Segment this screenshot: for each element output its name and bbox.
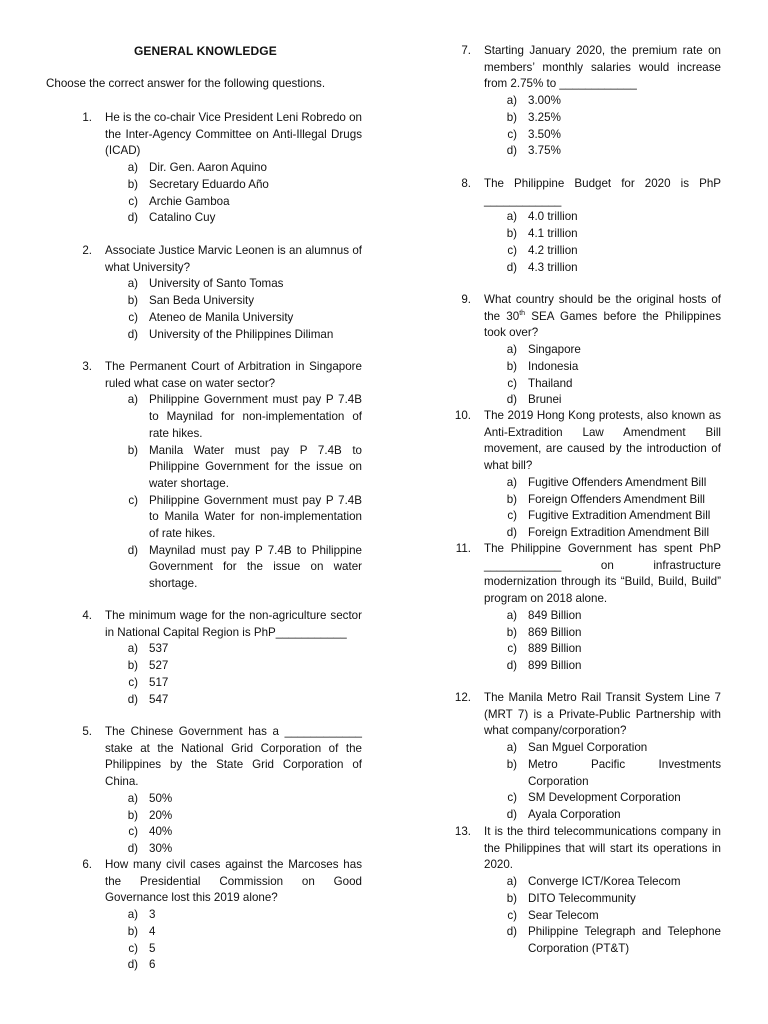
option-c: [44, 941, 362, 958]
option-text: Fugitive Extradition Amendment Bill: [528, 509, 711, 523]
option-c: [44, 675, 362, 692]
option-text: Brunei: [528, 393, 562, 407]
option-text: 527: [149, 659, 169, 673]
options-list: [423, 209, 721, 276]
question-text: The Philippine Budget for 2020 is PhP ____________: [484, 177, 721, 207]
option-letter: b): [127, 808, 138, 822]
option-letter: b): [506, 359, 517, 373]
option-letter: d): [127, 543, 138, 557]
option-letter: c): [128, 675, 138, 689]
option-text: 50%: [149, 791, 173, 805]
option-text: Singapore: [528, 343, 581, 357]
option-letter: b): [127, 659, 138, 673]
option-text: Philippine Telegraph and Telephone Corporation (PT&T): [528, 925, 721, 955]
options-list: [44, 160, 362, 227]
option-text: Maynilad must pay P 7.4B to Philippine Government for the issue on water shortage.: [149, 543, 362, 591]
options-list: [423, 475, 721, 542]
option-a: [44, 641, 362, 658]
question-text: Starting January 2020, the premium rate on members’ monthly salaries would increase from 2.75% to ____________: [484, 44, 721, 91]
option-text: 3.25%: [528, 110, 561, 124]
option-text: 4.0 trillion: [528, 210, 578, 224]
option-letter: b): [506, 625, 517, 639]
option-c: [423, 508, 721, 525]
option-text: Foreign Offenders Amendment Bill: [528, 492, 706, 506]
option-c: [423, 908, 721, 925]
question-number: 11.: [455, 542, 471, 555]
option-text: 5: [149, 941, 156, 955]
option-text: Philippine Government must pay P 7.4B to Manila Water for non-implementation of rate hikes.: [149, 493, 362, 541]
option-b: [44, 808, 362, 825]
options-list: [44, 392, 362, 592]
options-list: [44, 641, 362, 708]
question-5: [44, 724, 362, 858]
option-letter: c): [507, 791, 517, 805]
option-a: [44, 276, 362, 293]
question-text: The Chinese Government has a ____________ stake at the National Grid Corporation of the Philippines by the State Grid Corporation of China.: [105, 725, 362, 789]
option-c: [423, 641, 721, 658]
option-text: 20%: [149, 808, 173, 822]
option-letter: a): [506, 343, 517, 357]
question-text: The Manila Metro Rail Transit System Line 7 (MRT 7) is a Private-Public Partnership with what company/corporation?: [484, 691, 721, 738]
option-d: [44, 692, 362, 709]
option-d: [44, 841, 362, 858]
option-text: Thailand: [528, 376, 573, 390]
option-letter: d): [127, 692, 138, 706]
option-text: SM Development Corporation: [528, 791, 681, 805]
question-2: [44, 243, 362, 343]
option-a: [423, 874, 721, 891]
option-text: 4.2 trillion: [528, 243, 578, 257]
option-text: Indonesia: [528, 359, 579, 373]
options-list: [423, 608, 721, 675]
option-letter: c): [128, 941, 138, 955]
option-d: [44, 210, 362, 227]
option-text: Philippine Government must pay P 7.4B to Maynilad for non-implementation of rate hikes.: [149, 393, 362, 440]
option-letter: b): [506, 891, 517, 905]
option-letter: a): [506, 210, 517, 224]
option-text: 4.1 trillion: [528, 227, 578, 241]
option-d: [423, 143, 721, 160]
option-c: [423, 376, 721, 393]
option-text: 889 Billion: [528, 642, 582, 656]
option-text: 537: [149, 642, 169, 656]
option-b: [44, 293, 362, 310]
question-text: What country should be the original hosts of the 30th SEA Games before the Philippines took over?: [484, 293, 721, 340]
option-a: [423, 740, 721, 757]
option-text: University of the Philippines Diliman: [149, 327, 334, 341]
option-text: Metro Pacific Investments Corporation: [528, 757, 721, 788]
question-number: 13.: [454, 825, 471, 838]
question-6: [44, 857, 362, 974]
options-list: [423, 342, 721, 409]
option-letter: a): [127, 277, 138, 291]
option-letter: b): [506, 110, 517, 124]
option-b: [423, 110, 721, 127]
option-text: Fugitive Offenders Amendment Bill: [528, 475, 707, 489]
question-text: The Permanent Court of Arbitration in Singapore ruled what case on water sector?: [105, 360, 362, 390]
option-a: [44, 160, 362, 177]
option-letter: a): [506, 475, 517, 489]
option-letter: b): [127, 177, 138, 191]
option-b: [44, 443, 362, 493]
page-title: GENERAL KNOWLEDGE: [134, 44, 277, 58]
option-c: [44, 310, 362, 327]
question-9: [423, 292, 721, 409]
option-letter: c): [128, 825, 138, 839]
question-12: [423, 690, 721, 824]
option-a: [423, 475, 721, 492]
option-text: Dir. Gen. Aaron Aquino: [149, 161, 267, 175]
option-b: [423, 226, 721, 243]
option-text: 3: [149, 908, 156, 922]
option-text: San Mguel Corporation: [528, 741, 648, 755]
option-b: [423, 625, 721, 642]
question-number: 1.: [82, 111, 92, 124]
option-letter: c): [507, 243, 517, 257]
option-d: [423, 525, 721, 542]
option-b: [423, 891, 721, 908]
option-letter: c): [507, 509, 517, 523]
question-8: [423, 176, 721, 276]
option-letter: d): [506, 658, 517, 672]
option-text: 4: [149, 924, 156, 938]
question-number: 5.: [82, 725, 92, 738]
option-letter: d): [506, 925, 517, 939]
option-letter: d): [127, 211, 138, 225]
option-letter: a): [506, 741, 517, 755]
question-number: 10.: [454, 409, 471, 422]
option-b: [423, 757, 721, 790]
option-text: Foreign Extradition Amendment Bill: [528, 525, 710, 539]
option-letter: d): [127, 841, 138, 855]
option-letter: a): [506, 608, 517, 622]
option-text: Manila Water must pay P 7.4B to Philippine Government for the issue on water shortage.: [149, 443, 362, 490]
option-a: [423, 342, 721, 359]
option-a: [44, 791, 362, 808]
option-text: 3.00%: [528, 94, 561, 108]
question-text: How many civil cases against the Marcoses has the Presidential Commission on Good Governance lost this 2019 alone?: [105, 858, 362, 905]
option-letter: c): [128, 493, 138, 507]
option-text: 849 Billion: [528, 608, 582, 622]
option-text: Archie Gamboa: [149, 194, 230, 208]
question-number: 2.: [82, 244, 92, 257]
option-a: [44, 392, 362, 442]
question-13: [423, 824, 721, 958]
question-text: The Philippine Government has spent PhP ____________ on infrastructure modernization through its “Build, Build, Build” program on 2018 alone.: [484, 542, 721, 606]
option-text: 517: [149, 675, 169, 689]
option-d: [44, 957, 362, 974]
instructions: Choose the correct answer for the following questions.: [46, 77, 326, 90]
option-text: 40%: [149, 825, 173, 839]
option-text: 547: [149, 692, 169, 706]
option-text: DITO Telecommunity: [528, 891, 636, 905]
option-text: 4.3 trillion: [528, 260, 578, 274]
option-d: [44, 543, 362, 593]
options-list: [423, 874, 721, 958]
question-number: 3.: [82, 360, 92, 373]
option-letter: a): [127, 642, 138, 656]
option-letter: c): [507, 376, 517, 390]
option-letter: a): [127, 908, 138, 922]
option-letter: b): [506, 757, 517, 771]
option-d: [423, 260, 721, 277]
option-text: 3.50%: [528, 127, 561, 141]
option-text: Converge ICT/Korea Telecom: [528, 875, 681, 889]
option-letter: d): [506, 393, 517, 407]
question-number: 4.: [82, 609, 92, 622]
option-text: Ateneo de Manila University: [149, 310, 294, 324]
option-letter: c): [128, 310, 138, 324]
option-letter: d): [506, 807, 517, 821]
option-letter: c): [507, 642, 517, 656]
question-10: [423, 408, 721, 542]
option-b: [423, 359, 721, 376]
option-c: [423, 127, 721, 144]
question-text: It is the third telecommunications company in the Philippines that will start its operations in 2020.: [484, 825, 721, 872]
option-text: 899 Billion: [528, 658, 582, 672]
option-letter: d): [127, 958, 138, 972]
options-list: [44, 791, 362, 858]
question-number: 7.: [461, 44, 471, 57]
option-letter: b): [127, 924, 138, 938]
option-letter: a): [127, 791, 138, 805]
option-letter: b): [127, 443, 138, 457]
option-text: 30%: [149, 841, 173, 855]
option-a: [423, 93, 721, 110]
question-number: 6.: [82, 858, 92, 871]
option-c: [44, 824, 362, 841]
option-text: Catalino Cuy: [149, 211, 216, 225]
option-letter: b): [127, 294, 138, 308]
options-list: [44, 907, 362, 974]
option-d: [423, 924, 721, 957]
question-number: 8.: [461, 177, 471, 190]
option-letter: c): [128, 194, 138, 208]
option-letter: d): [506, 525, 517, 539]
question-text: Associate Justice Marvic Leonen is an alumnus of what University?: [105, 244, 362, 274]
option-a: [44, 907, 362, 924]
option-d: [44, 327, 362, 344]
option-letter: b): [506, 227, 517, 241]
option-text: Ayala Corporation: [528, 807, 621, 821]
option-text: San Beda University: [149, 294, 255, 308]
option-text: Secretary Eduardo Año: [149, 177, 269, 191]
option-b: [423, 492, 721, 509]
question-7: [423, 43, 721, 160]
question-number: 9.: [461, 293, 471, 306]
option-letter: a): [506, 94, 517, 108]
option-b: [44, 177, 362, 194]
question-text: He is the co-chair Vice President Leni Robredo on the Inter-Agency Committee on Anti-Illegal Drugs (ICAD): [105, 111, 362, 158]
question-text: The 2019 Hong Kong protests, also known as Anti-Extradition Law Amendment Bill movement, are caused by the introduction of what bill?: [484, 409, 721, 473]
option-letter: a): [127, 161, 138, 175]
option-letter: a): [127, 393, 138, 407]
option-d: [423, 392, 721, 409]
option-b: [44, 924, 362, 941]
option-text: 6: [149, 958, 156, 972]
option-b: [44, 658, 362, 675]
option-text: 3.75%: [528, 144, 561, 158]
options-list: [423, 93, 721, 160]
question-3: [44, 359, 362, 593]
option-letter: a): [506, 875, 517, 889]
option-a: [423, 608, 721, 625]
option-letter: c): [507, 908, 517, 922]
question-number: 12.: [454, 691, 471, 704]
question-1: [44, 110, 362, 227]
option-text: 869 Billion: [528, 625, 582, 639]
option-d: [423, 658, 721, 675]
option-letter: c): [507, 127, 517, 141]
question-11: [423, 541, 721, 675]
option-c: [423, 243, 721, 260]
option-letter: d): [506, 144, 517, 158]
option-c: [44, 493, 362, 543]
option-text: Sear Telecom: [528, 908, 599, 922]
options-list: [423, 740, 721, 824]
question-4: [44, 608, 362, 708]
option-letter: b): [506, 492, 517, 506]
option-letter: d): [506, 260, 517, 274]
option-c: [423, 790, 721, 807]
options-list: [44, 276, 362, 343]
option-text: University of Santo Tomas: [149, 277, 284, 291]
option-c: [44, 194, 362, 211]
option-d: [423, 807, 721, 824]
option-a: [423, 209, 721, 226]
option-letter: d): [127, 327, 138, 341]
question-text: The minimum wage for the non-agriculture sector in National Capital Region is PhP___________: [105, 609, 362, 639]
